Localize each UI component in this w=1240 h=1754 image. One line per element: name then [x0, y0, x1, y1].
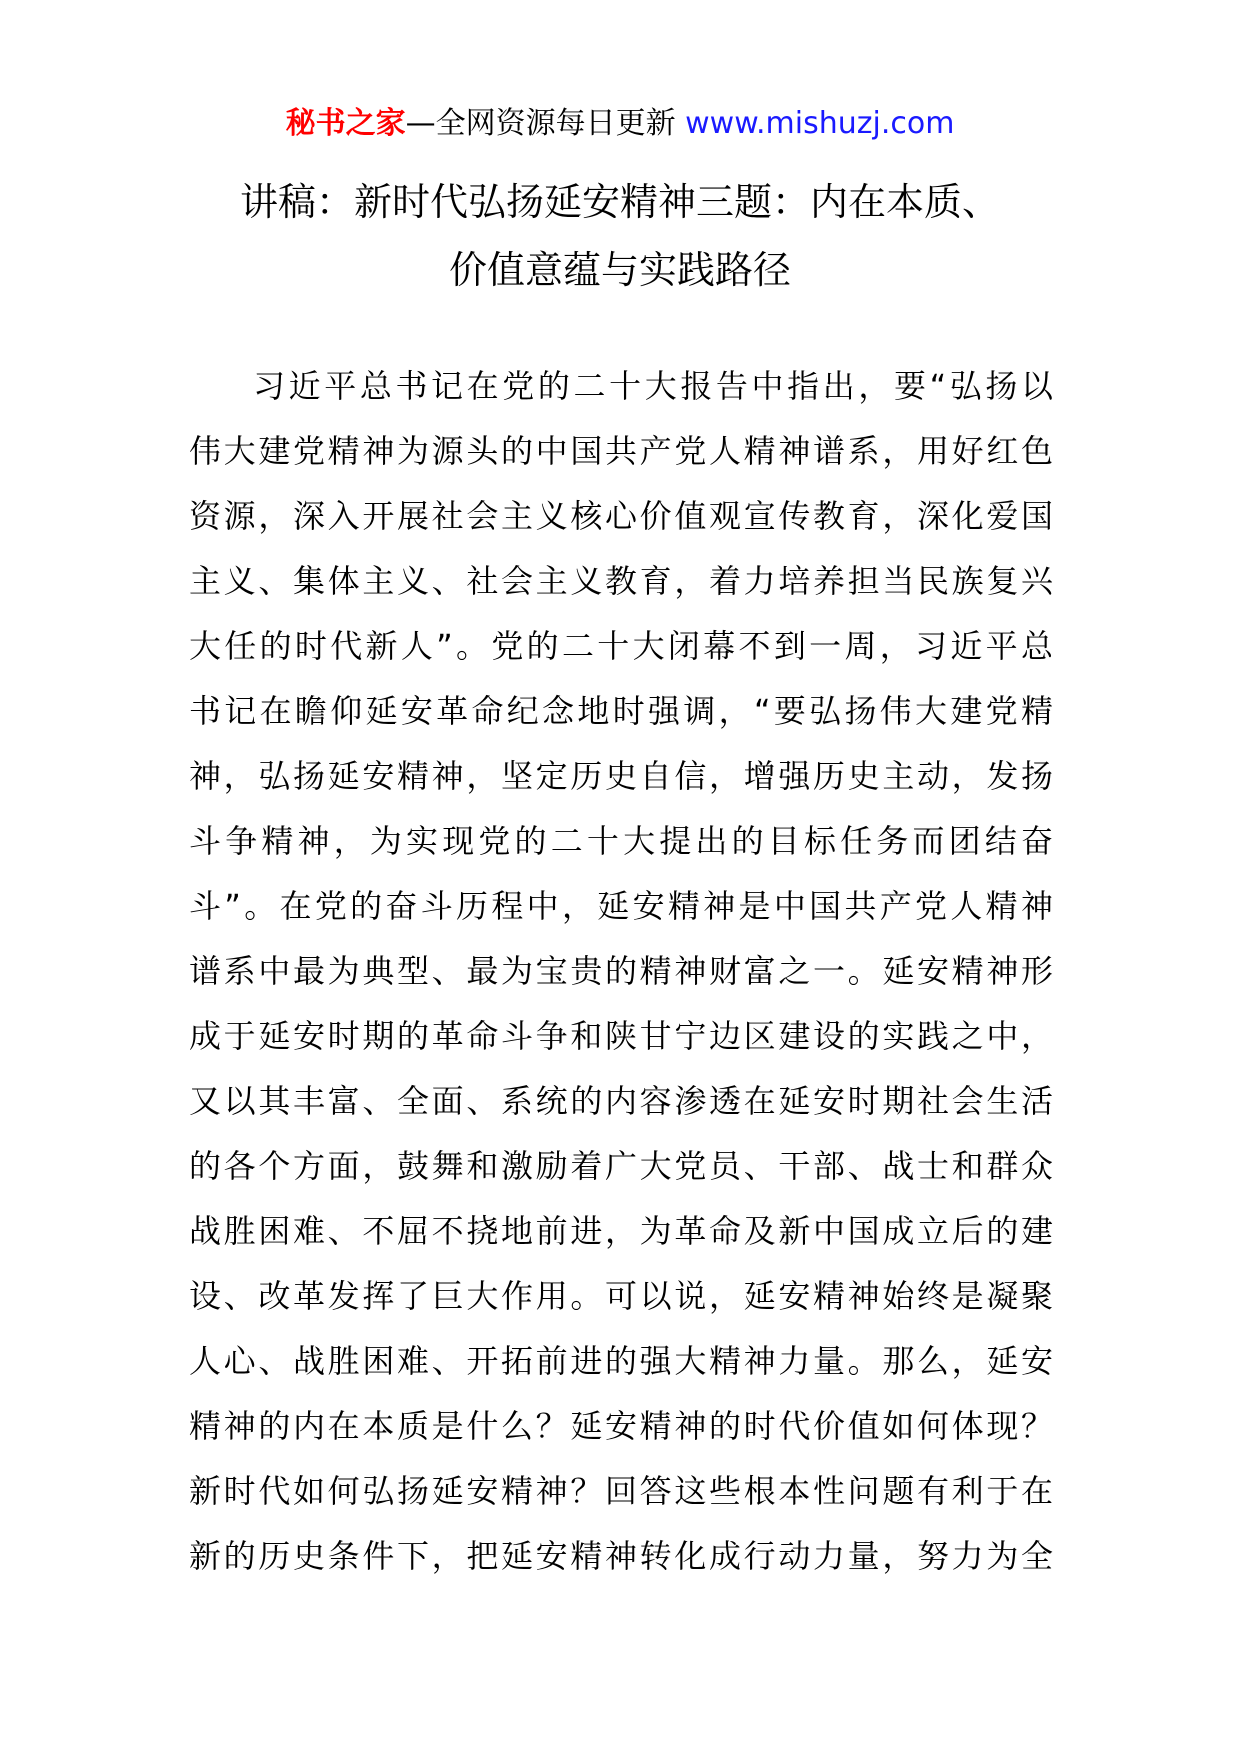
- document-body: [189, 354, 1053, 1589]
- document-title: [150, 168, 1090, 304]
- paragraph-line: 精神的内在本质是什么？延安精神的时代价值如何体现？: [189, 1407, 1053, 1445]
- paragraph-line: 大任的时代新人”。党的二十大闭幕不到一周，习近平总: [189, 627, 1053, 665]
- paragraph-line: 设、改革发挥了巨大作用。可以说，延安精神始终是凝聚: [189, 1277, 1053, 1315]
- paragraph-line: 神，弘扬延安精神，坚定历史自信，增强历史主动，发扬: [189, 757, 1053, 795]
- title-line: 价值意蕴与实践路径: [448, 248, 791, 292]
- paragraph-line: 成于延安时期的革命斗争和陕甘宁边区建设的实践之中，: [189, 1017, 1053, 1055]
- paragraph-line: 书记在瞻仰延安革命纪念地时强调，“要弘扬伟大建党精: [189, 692, 1053, 730]
- paragraph-line: 谱系中最为典型、最为宝贵的精神财富之一。延安精神形: [189, 952, 1053, 990]
- paragraph-line: 新时代如何弘扬延安精神？回答这些根本性问题有利于在: [189, 1472, 1053, 1510]
- paragraph-line: 习近平总书记在党的二十大报告中指出，要“弘扬以: [253, 367, 1053, 405]
- paragraph-line: 的各个方面，鼓舞和激励着广大党员、干部、战士和群众: [189, 1147, 1053, 1185]
- banner-tagline: —全网资源每日更新: [405, 106, 676, 141]
- brand-name: 秘书之家: [285, 106, 406, 141]
- paragraph-line: 战胜困难、不屈不挠地前进，为革命及新中国成立后的建: [189, 1212, 1053, 1250]
- site-url-link[interactable]: www.mishuzj.com: [685, 106, 955, 141]
- paragraph-line: 伟大建党精神为源头的中国共产党人精神谱系，用好红色: [189, 432, 1053, 470]
- title-line: 讲稿：新时代弘扬延安精神三题：内在本质、: [239, 180, 1000, 224]
- paragraph-line: 新的历史条件下，把延安精神转化成行动力量，努力为全: [189, 1537, 1053, 1575]
- site-banner: [0, 104, 1240, 144]
- paragraph-line: 资源，深入开展社会主义核心价值观宣传教育，深化爱国: [189, 497, 1053, 535]
- paragraph-line: 主义、集体主义、社会主义教育，着力培养担当民族复兴: [189, 562, 1053, 600]
- paragraph-line: 人心、战胜困难、开拓前进的强大精神力量。那么，延安: [189, 1342, 1053, 1380]
- paragraph-line: 斗争精神，为实现党的二十大提出的目标任务而团结奋: [189, 822, 1053, 860]
- paragraph-line: 又以其丰富、全面、系统的内容渗透在延安时期社会生活: [189, 1082, 1053, 1120]
- paragraph-line: 斗”。在党的奋斗历程中，延安精神是中国共产党人精神: [189, 887, 1053, 925]
